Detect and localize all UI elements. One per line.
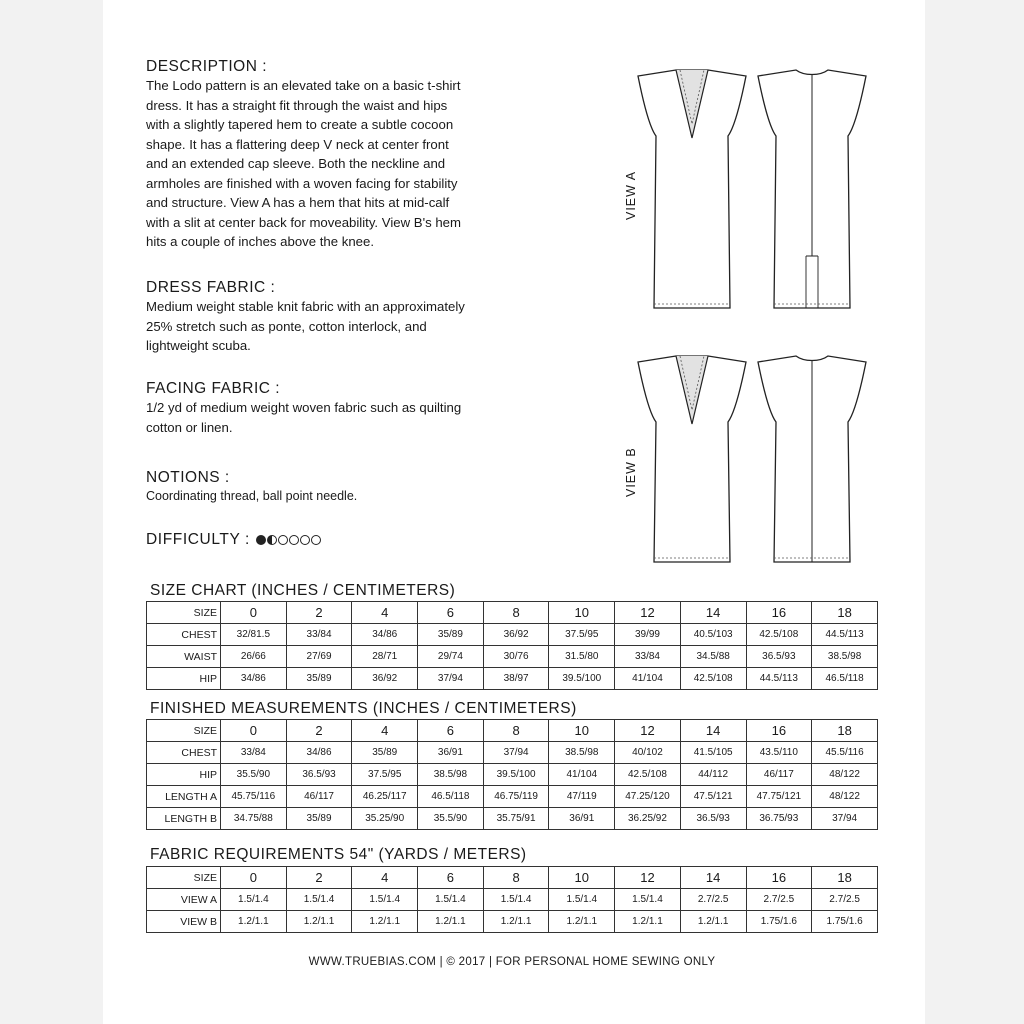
difficulty-rating xyxy=(146,531,321,549)
description-line: The Lodo pattern is an elevated take on a basic t-shirt xyxy=(146,78,461,93)
table-cell: 2.7/2.5 xyxy=(680,889,746,911)
table-header-row xyxy=(147,602,878,624)
row-label: LENGTH B xyxy=(147,808,221,830)
row-label: HIP xyxy=(147,668,221,690)
table-cell: 1.2/1.1 xyxy=(680,911,746,933)
table-row xyxy=(147,764,878,786)
table-cell: 44/112 xyxy=(680,764,746,786)
size-row-label: SIZE xyxy=(147,602,221,624)
table-cell: 32/81.5 xyxy=(221,624,287,646)
difficulty-dot xyxy=(300,535,310,545)
size-header-cell: 0 xyxy=(221,720,287,742)
difficulty-dot xyxy=(278,535,288,545)
table-cell: 1.2/1.1 xyxy=(352,911,418,933)
size-header-cell: 2 xyxy=(286,867,352,889)
size-header-cell: 14 xyxy=(680,602,746,624)
view-b-front-illustration xyxy=(636,352,748,570)
dress-fabric-line: lightweight scuba. xyxy=(146,338,251,353)
description-line: with a slightly tapered hem to create a subtle cocoon xyxy=(146,117,454,132)
size-header-cell: 12 xyxy=(615,720,681,742)
table-cell: 42.5/108 xyxy=(746,624,812,646)
table-cell: 46.25/117 xyxy=(352,786,418,808)
dress-fabric-heading: DRESS FABRIC : xyxy=(146,279,276,296)
table-cell: 46/117 xyxy=(286,786,352,808)
table-cell: 46.75/119 xyxy=(483,786,549,808)
row-label: VIEW A xyxy=(147,889,221,911)
table-cell: 29/74 xyxy=(418,646,484,668)
view-a-front-illustration xyxy=(636,66,748,318)
finished-measurements-title: FINISHED MEASUREMENTS (INCHES / CENTIMETERS) xyxy=(150,700,577,717)
table-cell: 36.25/92 xyxy=(615,808,681,830)
row-label: VIEW B xyxy=(147,911,221,933)
table-cell: 43.5/110 xyxy=(746,742,812,764)
description-line: hits a couple of inches above the knee. xyxy=(146,234,375,249)
size-header-cell: 16 xyxy=(746,602,812,624)
size-header-cell: 8 xyxy=(483,602,549,624)
size-header-cell: 8 xyxy=(483,867,549,889)
table-cell: 42.5/108 xyxy=(680,668,746,690)
table-cell: 37/94 xyxy=(483,742,549,764)
view-a-back-illustration xyxy=(756,66,868,318)
table-cell: 34.75/88 xyxy=(221,808,287,830)
table-cell: 40.5/103 xyxy=(680,624,746,646)
facing-fabric-line: 1/2 yd of medium weight woven fabric such as quilting xyxy=(146,400,462,415)
table-cell: 36/92 xyxy=(352,668,418,690)
size-header-cell: 4 xyxy=(352,602,418,624)
table-cell: 1.5/1.4 xyxy=(549,889,615,911)
table-cell: 41/104 xyxy=(615,668,681,690)
table-row xyxy=(147,889,878,911)
size-header-cell: 6 xyxy=(418,867,484,889)
fabric-requirements-table xyxy=(146,866,878,933)
table-cell: 35.5/90 xyxy=(221,764,287,786)
table-cell: 44.5/113 xyxy=(746,668,812,690)
size-chart-table xyxy=(146,601,878,690)
table-cell: 1.75/1.6 xyxy=(746,911,812,933)
table-cell: 46/117 xyxy=(746,764,812,786)
table-cell: 35.75/91 xyxy=(483,808,549,830)
size-header-cell: 4 xyxy=(352,867,418,889)
size-header-cell: 18 xyxy=(812,602,878,624)
table-cell: 42.5/108 xyxy=(615,764,681,786)
table-cell: 26/66 xyxy=(221,646,287,668)
description-line: with a slit at center back for moveability. View B's hem xyxy=(146,214,461,230)
table-cell: 1.2/1.1 xyxy=(418,911,484,933)
table-cell: 31.5/80 xyxy=(549,646,615,668)
facing-fabric-line: cotton or linen. xyxy=(146,419,233,435)
table-cell: 35/89 xyxy=(418,624,484,646)
table-cell: 47.25/120 xyxy=(615,786,681,808)
table-cell: 39/99 xyxy=(615,624,681,646)
size-header-cell: 10 xyxy=(549,867,615,889)
table-cell: 36.5/93 xyxy=(680,808,746,830)
table-row xyxy=(147,646,878,668)
table-cell: 36/92 xyxy=(483,624,549,646)
dress-fabric-section xyxy=(146,279,586,356)
table-cell: 48/122 xyxy=(812,764,878,786)
table-cell: 36.75/93 xyxy=(746,808,812,830)
table-cell: 37/94 xyxy=(812,808,878,830)
description-line: shape. It has a flattering deep V neck at center front xyxy=(146,136,449,152)
table-cell: 37.5/95 xyxy=(352,764,418,786)
notions-section xyxy=(146,469,586,507)
table-cell: 48/122 xyxy=(812,786,878,808)
notions-heading: NOTIONS : xyxy=(146,469,230,486)
footer-text: WWW.TRUEBIAS.COM | © 2017 | FOR PERSONAL HOME SEWING ONLY xyxy=(308,956,716,968)
table-cell: 45.5/116 xyxy=(812,742,878,764)
table-cell: 27/69 xyxy=(286,646,352,668)
difficulty-dot xyxy=(256,535,266,545)
difficulty-dot xyxy=(267,535,277,545)
table-cell: 1.5/1.4 xyxy=(352,889,418,911)
view-b-label: VIEW B xyxy=(624,447,638,497)
description-line: and an extended cap sleeve. Both the neckline and xyxy=(146,156,446,171)
size-header-cell: 18 xyxy=(812,720,878,742)
view-a-label: VIEW A xyxy=(624,170,638,220)
table-cell: 1.2/1.1 xyxy=(549,911,615,933)
difficulty-dot xyxy=(311,535,321,545)
difficulty-dot xyxy=(289,535,299,545)
table-row xyxy=(147,742,878,764)
fabric-requirements-title: FABRIC REQUIREMENTS 54" (YARDS / METERS) xyxy=(150,846,527,863)
view-b-back-illustration xyxy=(756,352,868,570)
dress-fabric-line: 25% stretch such as ponte, cotton interlock, and xyxy=(146,318,427,334)
row-label: CHEST xyxy=(147,624,221,646)
table-cell: 1.5/1.4 xyxy=(615,889,681,911)
table-header-row xyxy=(147,720,878,742)
table-cell: 41.5/105 xyxy=(680,742,746,764)
notions-line: Coordinating thread, ball point needle. xyxy=(146,489,358,503)
table-header-row xyxy=(147,867,878,889)
table-cell: 1.2/1.1 xyxy=(483,911,549,933)
facing-fabric-body xyxy=(146,398,586,437)
table-cell: 47.75/121 xyxy=(746,786,812,808)
table-cell: 2.7/2.5 xyxy=(746,889,812,911)
table-cell: 47.5/121 xyxy=(680,786,746,808)
size-header-cell: 10 xyxy=(549,602,615,624)
table-cell: 38.5/98 xyxy=(549,742,615,764)
size-row-label: SIZE xyxy=(147,867,221,889)
description-line: dress. It has a straight fit through the waist and hips xyxy=(146,97,448,113)
table-cell: 28/71 xyxy=(352,646,418,668)
size-header-cell: 14 xyxy=(680,720,746,742)
table-cell: 1.2/1.1 xyxy=(615,911,681,933)
table-cell: 38.5/98 xyxy=(812,646,878,668)
description-line: and structure. View A has a hem that hits at mid-calf xyxy=(146,195,450,210)
facing-fabric-heading: FACING FABRIC : xyxy=(146,380,281,397)
size-header-cell: 16 xyxy=(746,867,812,889)
size-header-cell: 12 xyxy=(615,867,681,889)
table-cell: 45.75/116 xyxy=(221,786,287,808)
table-cell: 34/86 xyxy=(352,624,418,646)
facing-fabric-section xyxy=(146,380,586,437)
table-cell: 1.2/1.1 xyxy=(221,911,287,933)
table-cell: 33/84 xyxy=(615,646,681,668)
table-cell: 1.5/1.4 xyxy=(286,889,352,911)
table-cell: 38/97 xyxy=(483,668,549,690)
table-cell: 41/104 xyxy=(549,764,615,786)
difficulty-dots xyxy=(256,535,321,545)
table-cell: 35.5/90 xyxy=(418,808,484,830)
table-cell: 33/84 xyxy=(286,624,352,646)
size-chart-title: SIZE CHART (INCHES / CENTIMETERS) xyxy=(150,582,456,599)
table-cell: 34/86 xyxy=(286,742,352,764)
size-header-cell: 0 xyxy=(221,867,287,889)
description-body xyxy=(146,76,586,252)
description-line: armholes are finished with a woven facing for stability xyxy=(146,175,458,191)
size-header-cell: 2 xyxy=(286,602,352,624)
table-cell: 1.2/1.1 xyxy=(286,911,352,933)
size-header-cell: 18 xyxy=(812,867,878,889)
size-header-cell: 6 xyxy=(418,720,484,742)
table-cell: 2.7/2.5 xyxy=(812,889,878,911)
size-header-cell: 14 xyxy=(680,867,746,889)
size-header-cell: 2 xyxy=(286,720,352,742)
table-row xyxy=(147,808,878,830)
table-cell: 46.5/118 xyxy=(812,668,878,690)
size-header-cell: 6 xyxy=(418,602,484,624)
table-cell: 37.5/95 xyxy=(549,624,615,646)
table-cell: 40/102 xyxy=(615,742,681,764)
size-header-cell: 8 xyxy=(483,720,549,742)
row-label: WAIST xyxy=(147,646,221,668)
table-cell: 1.75/1.6 xyxy=(812,911,878,933)
table-cell: 36.5/93 xyxy=(286,764,352,786)
table-cell: 33/84 xyxy=(221,742,287,764)
size-row-label: SIZE xyxy=(147,720,221,742)
table-cell: 47/119 xyxy=(549,786,615,808)
table-row xyxy=(147,786,878,808)
table-cell: 39.5/100 xyxy=(549,668,615,690)
table-cell: 36.5/93 xyxy=(746,646,812,668)
dress-fabric-line: Medium weight stable knit fabric with an approximately xyxy=(146,299,465,314)
size-header-cell: 10 xyxy=(549,720,615,742)
table-row xyxy=(147,624,878,646)
table-cell: 35/89 xyxy=(286,668,352,690)
table-cell: 1.5/1.4 xyxy=(418,889,484,911)
table-cell: 30/76 xyxy=(483,646,549,668)
table-cell: 34.5/88 xyxy=(680,646,746,668)
table-cell: 35/89 xyxy=(286,808,352,830)
table-cell: 1.5/1.4 xyxy=(483,889,549,911)
table-cell: 38.5/98 xyxy=(418,764,484,786)
notions-body xyxy=(146,487,586,507)
size-header-cell: 0 xyxy=(221,602,287,624)
description-heading: DESCRIPTION : xyxy=(146,58,268,75)
table-cell: 46.5/118 xyxy=(418,786,484,808)
row-label: HIP xyxy=(147,764,221,786)
table-cell: 44.5/113 xyxy=(812,624,878,646)
table-cell: 37/94 xyxy=(418,668,484,690)
difficulty-label: DIFFICULTY : xyxy=(146,531,250,548)
table-row xyxy=(147,668,878,690)
dress-fabric-body xyxy=(146,297,586,356)
size-header-cell: 12 xyxy=(615,602,681,624)
table-cell: 39.5/100 xyxy=(483,764,549,786)
description-section xyxy=(146,58,586,252)
table-cell: 36/91 xyxy=(418,742,484,764)
table-cell: 1.5/1.4 xyxy=(221,889,287,911)
row-label: LENGTH A xyxy=(147,786,221,808)
size-header-cell: 4 xyxy=(352,720,418,742)
size-header-cell: 16 xyxy=(746,720,812,742)
table-row xyxy=(147,911,878,933)
finished-measurements-table xyxy=(146,719,878,830)
row-label: CHEST xyxy=(147,742,221,764)
table-cell: 35/89 xyxy=(352,742,418,764)
table-cell: 36/91 xyxy=(549,808,615,830)
table-cell: 34/86 xyxy=(221,668,287,690)
table-cell: 35.25/90 xyxy=(352,808,418,830)
